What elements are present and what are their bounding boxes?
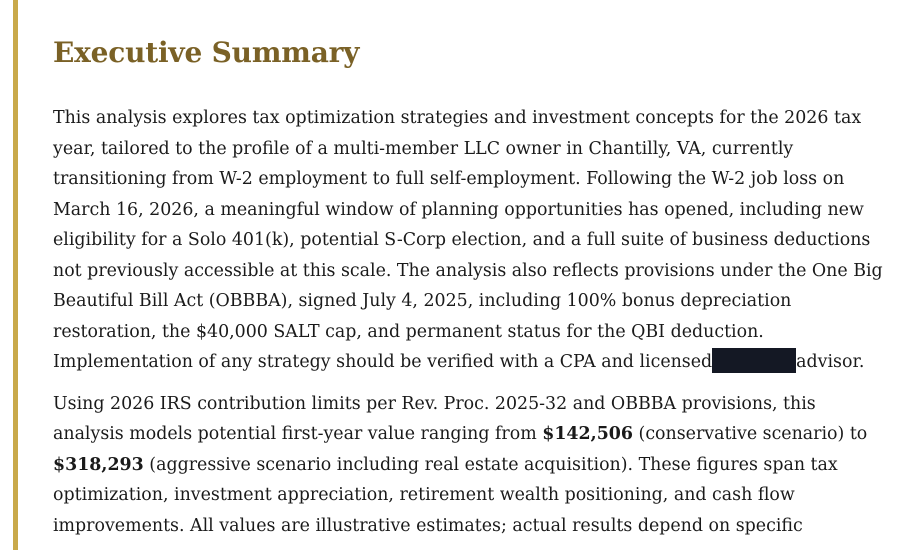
paragraph-2-line-2: [53, 419, 873, 450]
line-text: analysis models potential first-year value ranging from: [53, 424, 543, 444]
paragraph-1-line-9: [53, 347, 873, 378]
line-text: (conservative scenario) to: [633, 424, 868, 444]
aggressive-value: $318,293: [53, 454, 144, 475]
paragraph-1-line-1: This analysis explores tax optimization strategies and investment concepts for the 2026 tax: [53, 108, 862, 128]
paragraph-1-line-3: transitioning from W-2 employment to full self-employment. Following the W-2 job loss on: [53, 169, 845, 189]
paragraph-2-line-5: improvements. All values are illustrative estimates; actual results depend on specific: [53, 515, 803, 536]
summary-paragraph-2: [53, 389, 873, 542]
summary-paragraph-1: [53, 103, 883, 378]
paragraph-2-line-1: Using 2026 IRS contribution limits per Rev. Proc. 2025-32 and OBBBA provisions, this: [53, 393, 816, 414]
line-text-before-redaction: Implementation of any strategy should be verified with a CPA and licensed: [53, 352, 713, 372]
accent-bar: [13, 0, 18, 550]
paragraph-1-line-8: restoration, the $40,000 SALT cap, and permanent status for the QBI deduction.: [53, 321, 764, 342]
paragraph-1-line-5: eligibility for a Solo 401(k), potential S-Corp election, and a full suite of business deductions: [53, 230, 871, 250]
section-heading: Executive Summary: [53, 36, 360, 69]
document-content: [53, 36, 883, 550]
line-text: (aggressive scenario including real estate acquisition). These figures span tax: [143, 454, 838, 475]
paragraph-1-line-6: not previously accessible at this scale. The analysis also reflects provisions under the One Big: [53, 260, 883, 281]
paragraph-1-line-4: March 16, 2026, a meaningful window of planning opportunities has opened, including new: [53, 199, 864, 220]
paragraph-1-line-2: year, tailored to the profile of a multi-member LLC owner in Chantilly, VA, currently: [53, 138, 794, 159]
redaction-block: [712, 348, 796, 373]
paragraph-1-line-7: Beautiful Bill Act (OBBBA), signed July 4, 2025, including 100% bonus depreciation: [53, 291, 792, 311]
paragraph-2-line-3: [53, 450, 873, 481]
conservative-value: $142,506: [542, 424, 633, 444]
line-text-after-redaction: advisor.: [796, 352, 865, 372]
paragraph-2-line-4: optimization, investment appreciation, retirement wealth positioning, and cash flow: [53, 485, 795, 505]
